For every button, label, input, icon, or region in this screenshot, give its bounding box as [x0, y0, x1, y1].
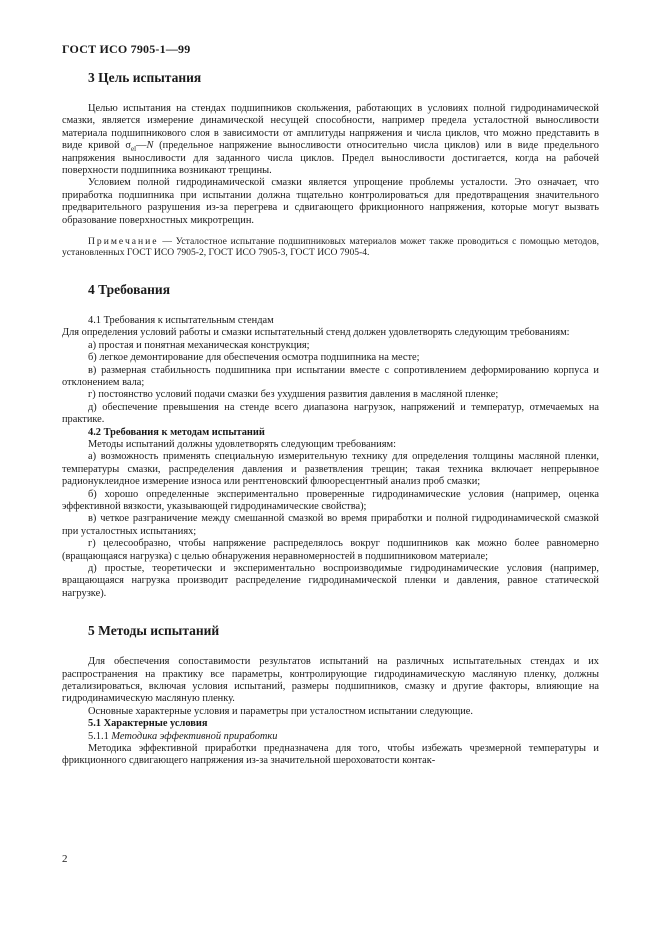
list-item: г) постоянство условий подачи смазки без ухудшения развития давления в масляной пленке;	[88, 389, 499, 401]
subsection-5-1-1-heading: 5.1.1 Методика эффективной приработки	[88, 730, 278, 742]
document-body	[62, 70, 599, 768]
list-item: д) обеспечение превышения на стенде всего диапазона нагрузок, напряжений и температур, отмечаемых на практике.	[62, 401, 599, 426]
page-number: 2	[62, 853, 68, 865]
section-5-heading: 5 Методы испытаний	[88, 623, 220, 639]
subsection-5-1-heading: 5.1 Характерные условия	[88, 718, 208, 730]
list-item: б) легкое демонтирование для обеспечения осмотра подшипника на месте;	[88, 352, 420, 364]
list-item: в) четкое разграничение между смешанной смазкой во время приработки и полной гидродинамической смазкой при усталостных испытаниях;	[62, 513, 599, 537]
list-item: д) простые, теоретически и экспериментально воспроизводимые гидродинамические условия (например, вращающаяся нагрузка производит распределение гидродинамической пленки и давления, равное статической нагрузке).	[62, 563, 599, 599]
section-3-paragraph-2: Условием полной гидродинамической смазки является упрощение проблемы усталости. Это означает, что приработка подшипника при испытании должна тщательно контролироваться для предотвращения значительного предварительного разрушения из-за перегрева и сдвигающего фрикционного напряжения, которые могут вызвать образование поверхностных микротрещин.	[62, 177, 599, 226]
section-3-note: Примечание — Усталостное испытание подшипниковых материалов может также проводиться с помощью методов, установленных ГОСТ ИСО 7905-2, ГОСТ ИСО 7905-3, ГОСТ ИСО 7905-4.	[62, 236, 599, 259]
list-item: в) размерная стабильность подшипника при испытании вместе с сопротивлением деформированию корпуса и отклонением вала;	[62, 364, 599, 388]
section-3-heading: 3 Цель испытания	[88, 70, 202, 85]
subsection-5-1-1-paragraph: Методика эффективной приработки предназначена для того, чтобы избежать чрезмерной температуры и фрикционного сдвигающего напряжения из-за значительной шероховатости контак-	[62, 743, 599, 767]
subsection-4-2-intro: Методы испытаний должны удовлетворять следующим требованиям:	[88, 438, 396, 450]
document-header: ГОСТ ИСО 7905-1—99	[62, 42, 191, 56]
list-item: а) простая и понятная механическая конструкция;	[88, 339, 310, 351]
subsection-4-2-heading: 4.2 Требования к методам испытаний	[88, 426, 265, 438]
list-item: а) возможность применять специальную измерительную технику для определения толщины масляной пленки, температуры смазки, распределения давления и разветвления трещин; такая техника включает непрерывное радионуклеидное измерение износа или рентгеновский флюоресцентный анализ проб смазки;	[62, 451, 599, 488]
list-item: б) хорошо определенные экспериментально проверенные гидродинамические условия (например, оценка эффективной вязкости, указывающей гидродинамические свойства);	[62, 488, 599, 512]
subsection-4-1-intro: Для определения условий работы и смазки испытательный стенд должен удовлетворять следующим требованиям:	[62, 327, 570, 339]
section-4-heading: 4 Требования	[88, 281, 171, 297]
list-item: г) целесообразно, чтобы напряжение распределялось вокруг подшипников как можно более равномерно (вращающаяся нагрузка) с целью обнаружения неравномерностей в подшипниковом материале;	[62, 538, 599, 562]
subsection-4-1-heading: 4.1 Требования к испытательным стендам	[88, 314, 274, 326]
subsection-4-2-list	[62, 451, 599, 600]
section-3-paragraph-1: Целью испытания на стендах подшипников скольжения, работающих в условиях полной гидродинамической смазки, является измерение динамической несущей способности, например предела усталостной выносливости материала подшипникового слоя в зависимости от амплитуды напряжения и числа циклов, что можно представить в виде кривой $\sigma_{el}—N$ (предельное напряжение выносливости относительно числа циклов) или в виде предельного напряжения выносливости для заданного числа циклов. Предел выносливости достигается, когда на рабочей поверхности подшипника возникают трещины.	[62, 103, 599, 177]
section-5-paragraph-1: Для обеспечения сопоставимости результатов испытаний на различных испытательных стендах и их распространения на практику все параметры, контролирующие гидродинамическую масляную пленку, должны детализироваться, включая условия испытаний, размеры подшипников, смазку и другие факторы, влияющие на гидродинамическую масляную пленку.	[62, 656, 599, 705]
subsection-4-1-list	[62, 340, 599, 427]
section-5-paragraph-2: Основные характерные условия и параметры при усталостном испытании следующие.	[88, 705, 473, 717]
